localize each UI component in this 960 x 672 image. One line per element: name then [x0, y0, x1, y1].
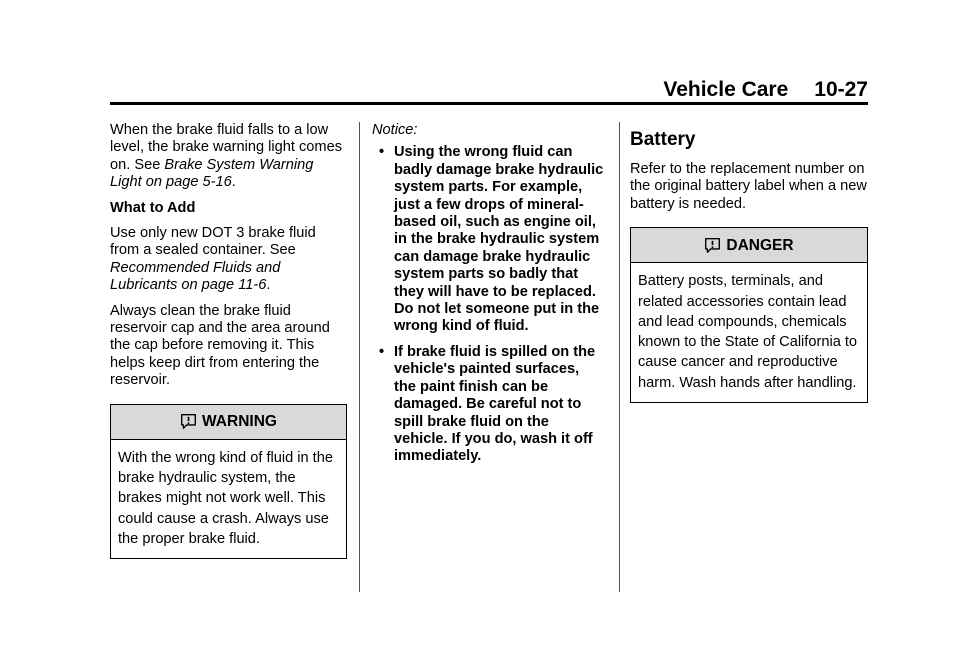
bullet-icon: • — [379, 343, 385, 360]
warning-header — [111, 405, 346, 440]
battery-paragraph: Refer to the replacement number on the original battery label when a new battery is needed. — [630, 161, 867, 212]
warning-body: With the wrong kind of fluid in the brake hydraulic system, the brakes might not work well. This could cause a crash. Always use the proper brake fluid. — [118, 449, 333, 547]
battery-heading: Battery — [630, 129, 696, 150]
header-title — [663, 78, 868, 102]
notice-item: • If brake fluid is spilled on the vehicle's painted surfaces, the paint finish can be damaged. Be careful not to spill brake fluid on the vehicle. If you do, wash it off immediately. — [379, 343, 596, 465]
column-right — [630, 122, 868, 403]
intro-paragraph: When the brake fluid falls to a low level, the brake warning light comes on. See Brake System Warning Light on page 5-16. — [110, 122, 342, 191]
notice-label: Notice: — [372, 122, 418, 138]
caution-icon — [704, 237, 721, 254]
bullet-icon: • — [379, 144, 385, 161]
what-to-add-heading: What to Add — [110, 199, 196, 216]
column-divider — [359, 122, 360, 592]
danger-box — [630, 227, 868, 403]
fluids-reference: Recommended Fluids and Lubricants on page 11-6 — [110, 259, 281, 294]
page-number: 10-27 — [814, 78, 868, 101]
caution-icon — [180, 413, 197, 430]
warning-box — [110, 404, 347, 559]
danger-title: DANGER — [726, 236, 794, 254]
danger-header — [631, 228, 867, 263]
notice-item: • Using the wrong fluid can badly damage brake hydraulic system parts. For example, just a few drops of mineral-based oil, such as engine oil, in the brake hydraulic system can damage brake hydraulic system parts so badly that they will have to be replaced. Do not let someone put in the wrong kind of fluid. — [379, 144, 604, 335]
column-left — [110, 122, 347, 559]
page-header — [110, 78, 868, 105]
column-middle — [372, 122, 604, 474]
notice-list — [372, 144, 604, 465]
warning-title: WARNING — [202, 412, 277, 430]
brake-warning-reference: Brake System Warning Light on page 5-16 — [110, 156, 314, 191]
section-name: Vehicle Care — [663, 78, 789, 101]
column-divider — [619, 122, 620, 592]
clean-paragraph: Always clean the brake fluid reservoir cap and the area around the cap before removing it. This helps keep dirt from entering the reservoir. — [110, 302, 330, 389]
add-paragraph: Use only new DOT 3 brake fluid from a sealed container. See Recommended Fluids and Lubricants on page 11-6. — [110, 225, 316, 294]
danger-body: Battery posts, terminals, and related accessories contain lead and lead compounds, chemicals known to the State of California to cause cancer and reproductive harm. Wash hands after handling. — [638, 273, 858, 391]
